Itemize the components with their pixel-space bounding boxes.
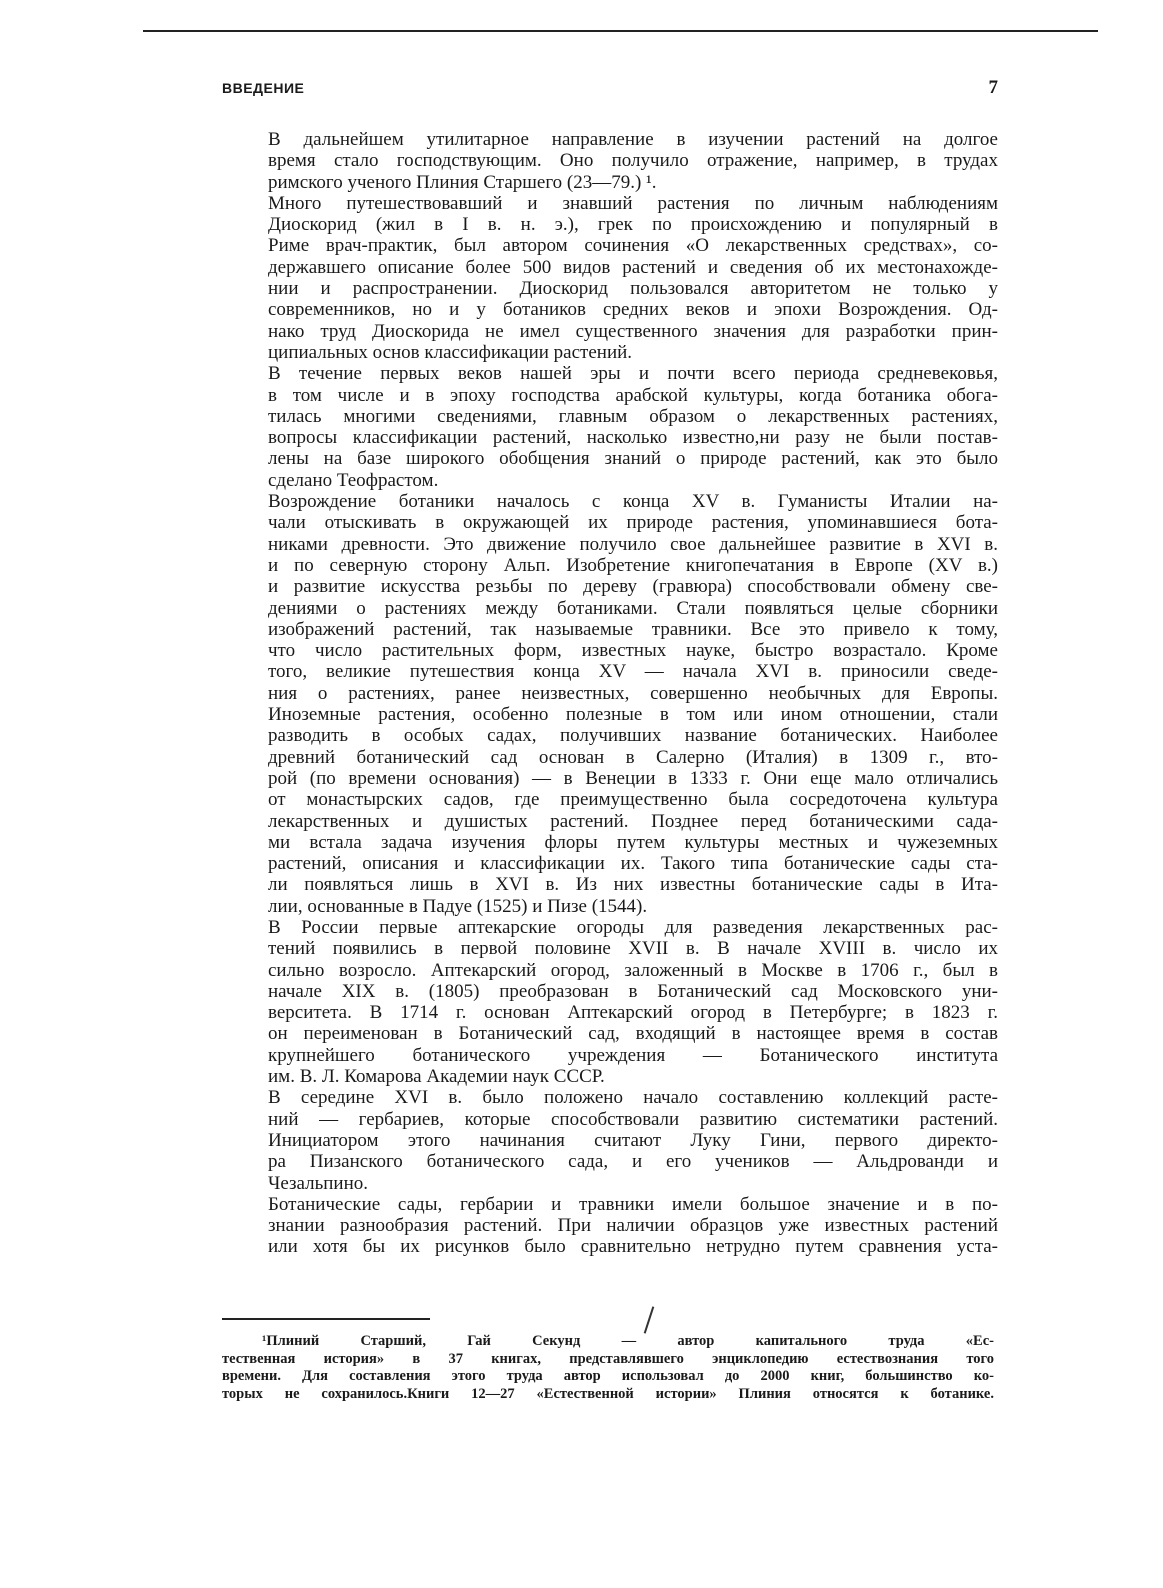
paragraph-4 bbox=[222, 491, 998, 917]
text-line: верситета. В 1714 г. основан Аптекарский огород в Петербурге; в 1823 г. bbox=[268, 1002, 998, 1024]
page-number: 7 bbox=[988, 77, 998, 98]
text-line: В России первые аптекарские огороды для разведения лекарственных рас- bbox=[268, 916, 998, 938]
text-line: римского ученого Плиния Старшего (23—79.) ¹. bbox=[268, 171, 657, 193]
text-line: державшего описание более 500 видов растений и сведения об их местонахожде- bbox=[268, 256, 998, 278]
text-line: и развитие искусства резьбы по дереву (гравюра) способствовали обмену све- bbox=[268, 576, 998, 598]
text-line: знании разнообразия растений. При наличии образцов уже известных растений bbox=[268, 1215, 998, 1237]
text-line: лены на базе широкого обобщения знаний о природе растений, как это было bbox=[268, 448, 998, 470]
section-title: ВВЕДЕНИЕ bbox=[222, 80, 305, 96]
paragraph-6 bbox=[222, 1087, 998, 1193]
text-line: сильно возросло. Аптекарский огород, заложенный в Москве в 1706 г., был в bbox=[268, 959, 998, 981]
text-line: В дальнейшем утилитарное направление в изучении растений на долгое bbox=[268, 129, 998, 150]
text-line: нии и распространении. Диоскорид пользовался авторитетом не только у bbox=[268, 278, 998, 300]
text-line: Много путешествовавший и знавший растения по личным наблюдениям bbox=[268, 192, 998, 214]
text-line: древний ботанический сад основан в Салерно (Италия) в 1309 г., вто- bbox=[268, 746, 998, 768]
paragraph-5 bbox=[222, 917, 998, 1087]
text-line: ми встала задача изучения флоры путем культуры местных и чужеземных bbox=[268, 831, 998, 853]
text-line: растений, описания и классификации их. Такого типа ботанические сады ста- bbox=[268, 853, 998, 875]
text-line: что число растительных форм, известных науке, быстро возрастало. Кроме bbox=[268, 640, 998, 662]
text-line: изображений растений, так называемые травники. Все это привело к тому, bbox=[268, 618, 998, 640]
text-line: Инициатором этого начинания считают Луку Гини, первого директо- bbox=[268, 1129, 998, 1151]
text-line: начале XIX в. (1805) преобразован в Ботанический сад Московского уни- bbox=[268, 980, 998, 1002]
text-line: Риме врач-практик, был автором сочинения «О лекарственных средствах», со- bbox=[268, 235, 998, 257]
footnote bbox=[222, 1333, 994, 1403]
text-line: рой (по времени основания) — в Венеции в 1333 г. Они еще мало отличались bbox=[268, 767, 998, 789]
body-text bbox=[222, 129, 998, 1258]
text-line: Ботанические сады, гербарии и травники имели большое значение и в по- bbox=[268, 1193, 998, 1215]
paragraph-3 bbox=[222, 363, 998, 491]
text-line: современников, но и у ботаников средних веков и эпохи Возрождения. Од- bbox=[268, 299, 998, 321]
paragraph-1 bbox=[222, 129, 998, 193]
text-line: ра Пизанского ботанического сада, и его учеников — Альдрованди и bbox=[268, 1151, 998, 1173]
running-head bbox=[222, 77, 998, 100]
text-line: от монастырских садов, где преимущественно была сосредоточена культура bbox=[268, 789, 998, 811]
footnote-line: торых не сохранилось.Книги 12—27 «Естественной истории» Плиния относятся к ботанике. bbox=[222, 1385, 994, 1402]
text-line: того, великие путешествия конца XV — начала XVI в. приносили сведе- bbox=[268, 661, 998, 683]
text-line: Возрождение ботаники началось с конца XV в. Гуманисты Италии на- bbox=[268, 491, 998, 513]
text-line: им. В. Л. Комарова Академии наук СССР. bbox=[268, 1066, 605, 1088]
text-line: сделано Теофрастом. bbox=[268, 469, 439, 491]
text-line: дениями о растениях между ботаниками. Стали появляться целые сборники bbox=[268, 597, 998, 619]
text-line: В течение первых веков нашей эры и почти всего периода средневековья, bbox=[268, 363, 998, 385]
text-line: лекарственных и душистых растений. Позднее перед ботаническими сада- bbox=[268, 810, 998, 832]
footnote-line: времени. Для составления этого труда автор использовал до 2000 книг, большинство ко- bbox=[222, 1368, 994, 1384]
text-line: ли появляться лишь в XVI в. Из них известны ботанические сады в Ита- bbox=[268, 874, 998, 896]
footnote-line: тественная история» в 37 книгах, представлявшего энциклопедию естествознания того bbox=[222, 1350, 994, 1367]
text-line: ний — гербариев, которые способствовали развитию систематики растений. bbox=[268, 1108, 998, 1130]
text-line: и по северную сторону Альп. Изобретение книгопечатания в Европе (XV в.) bbox=[268, 554, 998, 576]
text-line: ния о растениях, ранее неизвестных, совершенно необычных для Европы. bbox=[268, 682, 998, 704]
footnote-line: ¹Плиний Старший, Гай Секунд — автор капитального труда «Ес- bbox=[262, 1333, 994, 1349]
text-line: лии, основанные в Падуе (1525) и Пизе (1544). bbox=[268, 895, 648, 917]
text-line: Иноземные растения, особенно полезные в том или ином отношении, стали bbox=[268, 704, 998, 726]
text-line: ципиальных основ классификации растений. bbox=[268, 341, 633, 363]
text-line: тений появились в первой половине XVII в. В начале XVIII в. число их bbox=[268, 938, 998, 960]
paragraph-7 bbox=[222, 1194, 998, 1258]
top-rule bbox=[143, 30, 1098, 32]
text-line: Диоскорид (жил в I в. н. э.), грек по происхождению и популярный в bbox=[268, 214, 998, 236]
text-line: он переименован в Ботанический сад, входящий в настоящее время в состав bbox=[268, 1023, 998, 1045]
text-line: крупнейшего ботанического учреждения — Ботанического института bbox=[268, 1044, 998, 1066]
paragraph-2 bbox=[222, 193, 998, 363]
text-line: Чезальпино. bbox=[268, 1172, 369, 1194]
text-line: нако труд Диоскорида не имел существенного значения для разработки прин- bbox=[268, 320, 998, 342]
footnote-rule bbox=[222, 1318, 430, 1320]
text-line: вопросы классификации растений, насколько известно,ни разу не были постав- bbox=[268, 427, 998, 449]
text-line: никами древности. Это движение получило свое дальнейшее развитие в XVI в. bbox=[268, 533, 998, 555]
pen-mark bbox=[644, 1306, 655, 1333]
text-line: В середине XVI в. было положено начало составлению коллекций расте- bbox=[268, 1087, 998, 1109]
text-line: тилась многими сведениями, главным образом о лекарственных растениях, bbox=[268, 405, 998, 427]
text-line: или хотя бы их рисунков было сравнительно нетрудно путем сравнения уста- bbox=[268, 1236, 998, 1258]
text-line: в том числе и в эпоху господства арабской культуры, когда ботаника обога- bbox=[268, 384, 998, 406]
text-line: разводить в особых садах, получивших название ботанических. Наиболее bbox=[268, 725, 998, 747]
text-line: чали отыскивать в окружающей их природе растения, упоминавшиеся бота- bbox=[268, 512, 998, 534]
text-line: время стало господствующим. Оно получило отражение, например, в трудах bbox=[268, 150, 998, 172]
